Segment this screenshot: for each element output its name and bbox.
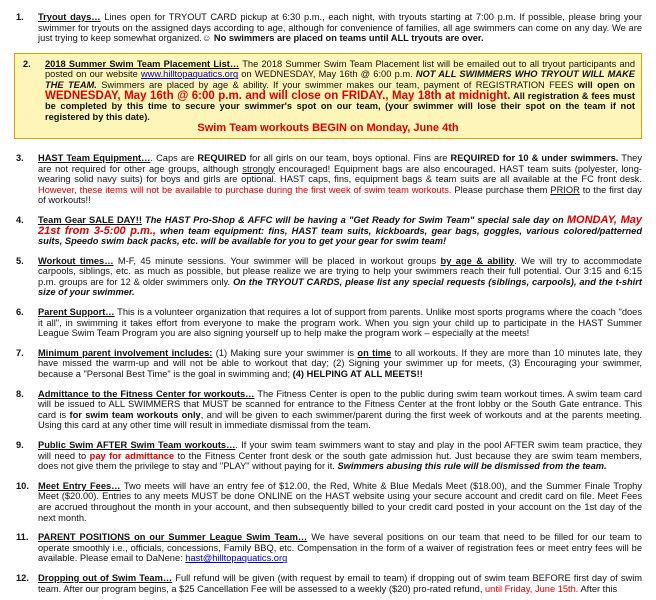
item-number: 10. <box>16 480 29 491</box>
text: . If your swim team swimmers want to stay and play in the pool AFTER swim team practice, they will need to <box>38 440 642 461</box>
item-8 <box>14 389 642 431</box>
text: Swimmers are placed by age & ability. If your swimmer makes our team, payment of REGISTRATION FEES <box>96 79 578 90</box>
item-11 <box>14 532 642 564</box>
text: . We will try to accommodate carpools, siblings, etc. as much as possible, but please realize we are trying to help your swimmers reach their full potential. Our 3:15 and 6:15 p.m. groups are for 12 & older swimmers only. <box>38 255 642 287</box>
item-2 <box>21 59 635 123</box>
bold-text: REQUIRED <box>197 152 247 163</box>
item-6 <box>14 307 642 339</box>
underlined-text: PRIOR <box>550 184 580 195</box>
item-9 <box>14 440 642 472</box>
item-title: 2018 Summer Swim Team Placement List… <box>45 58 240 69</box>
underlined-text: strongly <box>242 163 275 174</box>
item-body <box>38 256 642 298</box>
text: to all workouts. If they are more than 10 minutes late, they have missed the warm-up and will not be able to workout that day; (2) Signing your swimmer up for meets, (3) Encouraging your swimmer, because a "Personal Best Time" is the goal in swimming and; <box>38 347 642 380</box>
workouts-begin: Swim Team workouts BEGIN on Monday, June 4th <box>197 122 459 135</box>
item-body <box>38 440 642 472</box>
item-body <box>38 481 642 523</box>
item-body <box>38 12 642 44</box>
bold-italic-text: Swimmers abusing this rule will be dismissed from the team. <box>337 461 607 472</box>
item-body <box>38 215 642 247</box>
item-body <box>38 153 642 206</box>
item-title: Team Gear SALE DAY!! <box>38 214 142 225</box>
item-number: 5. <box>16 255 24 266</box>
item-title: Parent Support… <box>38 307 115 318</box>
item-body <box>38 389 642 431</box>
red-date-text: MONDAY, May 21st from 3-5:00 p.m., <box>38 213 642 237</box>
item-title: Public Swim AFTER Swim Team workouts… <box>38 440 236 450</box>
item-body <box>38 573 642 594</box>
text: Two meets will have an entry fee of $12.00, the Red, White & Blue Medals Meet ($18.00), and the Summer Finale Trophy Meet ($20.00). Entries to any meets MUST be done ONLINE on the HAST website using your secure account and credit card on file. Meet Fees are accrued throughout the month in your account, and then subsequently billed to your credit card posted in your account on the 1st day of the next month. <box>38 480 642 523</box>
bold-text: (4) HELPING AT ALL MEETS!! <box>292 369 423 380</box>
item-number: 4. <box>16 214 24 225</box>
text: This is a volunteer organization that requires a lot of support from parents. Unlike most sports programs where the coach "does it all", in swimming it takes effort from everyone to make the program work. When you sign your child up to participate in the HAST Summer League Swim Team Program you are also signing yourself up to help make the program work – especially at the meets! <box>38 307 643 339</box>
item-title: Meet Entry Fees… <box>38 480 121 491</box>
item-body <box>45 59 635 123</box>
text: for all girls on our team, boys optional. Fins are <box>246 152 451 163</box>
text: on WEDNESDAY, May 16th @ 6:00 p.m. <box>238 69 416 80</box>
item-number: 6. <box>16 307 24 318</box>
bold-text: for swim team workouts only <box>69 409 201 420</box>
top-strip <box>14 4 642 12</box>
item-title: Tryout days… <box>38 12 101 22</box>
red-text: until Friday, June 15th. <box>485 583 579 594</box>
bold-text: All registration & fees must be completed by this time to secure your swimmer's spot on our team, (your swimmer will lose their spot on the team if not registered by this date). <box>45 90 635 122</box>
item-title: HAST Team Equipment… <box>38 152 151 163</box>
item-body <box>38 348 642 380</box>
item-number: 3. <box>16 152 24 163</box>
item-number: 11. <box>16 532 29 543</box>
item-number: 7. <box>16 347 24 358</box>
item-4 <box>14 215 642 247</box>
item-7 <box>14 348 642 380</box>
item-title: Admittance to the Fitness Center for workouts… <box>38 388 255 399</box>
bold-text: No swimmers are placed on teams until ALL tryouts are over. <box>213 33 484 44</box>
text: Lines open for TRYOUT CARD pickup at 6:30 p.m., each night, with tryouts starting at 7:00 p.m. If possible, please bring your swimmer for tryouts on the assigned days according to age, although for convenience of families, all age swimmers can come on any day. We are just trying to keep somewhat organized.☺ <box>38 12 642 44</box>
bold-text: will open on <box>577 79 635 90</box>
item-title: Minimum parent involvement includes: <box>38 347 213 358</box>
text: to the Fitness Center front desk or the south gate admission hut. Just because they are swim team members, does not give them the privilege to stay and "PLAY" without paying for it. <box>38 450 642 472</box>
item-title: PARENT POSITIONS on our Summer League Swim Team… <box>38 532 308 543</box>
text: encouraged! Equipment bags are also encouraged. HAST team suits (polyester, long-wearing solid navy suits) for boys and girls are optional. HAST caps, fins, equipment bags & team suits are all available at the FC front desk. <box>38 163 642 185</box>
text: M-F, 45 minute sessions. Your swimmer will be placed in workout groups <box>113 255 441 266</box>
bold-italic-text: On the TRYOUT CARDS, please list any special requests (siblings, carpools), and the t-shirt size of your swimmer. <box>38 276 642 298</box>
item-body <box>38 307 642 339</box>
text: The Fitness Center is open to the public during swim team workout times. A swim team card will be issued to ALL SWIMMERS that MUST be scanned for entrance to the Fitness Center at the front lobby or the South Gate entrance. This card is <box>38 388 642 420</box>
red-date-text: WEDNESDAY, May 16th @ 6:00 p.m. and will close on FRIDAY., May 18th at midnight. <box>45 89 511 102</box>
item-number: 2. <box>23 58 31 69</box>
item-number: 9. <box>16 440 24 450</box>
text: After this <box>578 583 618 594</box>
item-3 <box>14 153 642 206</box>
item-title: Dropping out of Swim Team… <box>38 572 173 583</box>
bold-text: REQUIRED for 10 & under swimmers. <box>450 152 619 163</box>
text: Full refund will be given (with request by email to team) if dropping out of swim team BEFORE first day of swim team. After our program begins, a $25 Cancellation Fee will be assessed to a weekly ($20) pro-rated refund, <box>38 572 643 594</box>
item-5 <box>14 256 642 298</box>
bold-underlined-text: on time <box>357 347 392 358</box>
item-12 <box>14 573 642 594</box>
text: (1) Making sure your swimmer is <box>212 347 358 358</box>
text: . Caps are <box>150 152 198 163</box>
bold-italic-text: NOT ALL SWIMMERS WHO TRYOUT WILL MAKE THE TEAM. <box>45 69 635 90</box>
item-number: 12. <box>16 572 29 583</box>
item-title: Workout times… <box>38 255 114 266</box>
item-body <box>38 532 642 564</box>
email-link[interactable]: hast@hilltopaquatics.org <box>185 553 288 564</box>
text: The 2018 Summer Swim Team Placement list will be emailed out to all tryout participants and posted on our website <box>45 58 635 80</box>
red-text: However, these items will not be available to purchase during the first week of swim team workouts. <box>38 184 452 195</box>
item-1 <box>14 12 642 44</box>
item-number: 1. <box>16 12 24 22</box>
text: Please purchase them <box>451 184 551 195</box>
item-number: 8. <box>16 388 24 399</box>
item-10 <box>14 481 642 523</box>
highlight-box <box>14 53 642 139</box>
bold-underlined-text: by age & ability <box>440 255 515 266</box>
text: We have several positions on our team that need to be filled for our team to operate smoothly i.e., officials, concessions, Family BBQ, etc. Compensation in the form of a waiver of registration fees or meet entry fees will be available. Please email to DaNene: <box>38 532 642 564</box>
text: They are not required for other age groups, although <box>38 152 642 174</box>
red-text: pay for admittance <box>89 450 175 461</box>
text: , and will be given to each swimmer/parent during the first week of workouts and at the parents meeting. Using this card at any other time will result in immediate dismissal from the team. <box>38 409 642 431</box>
bold-italic-text: when team equipment: fins, HAST team suits, kickboards, gear bags, goggles, various colored/patterned suits, Speedo swim back packs, etc. will be available for you to get your gear for swim team! <box>38 225 643 247</box>
bold-italic-text: The HAST Pro-Shop & AFFC will be having a "Get Ready for Swim Team" special sale day on <box>141 214 567 225</box>
website-link[interactable]: www.hilltopaquatics.org <box>140 69 239 80</box>
text: to the first day of workouts!! <box>38 184 643 206</box>
